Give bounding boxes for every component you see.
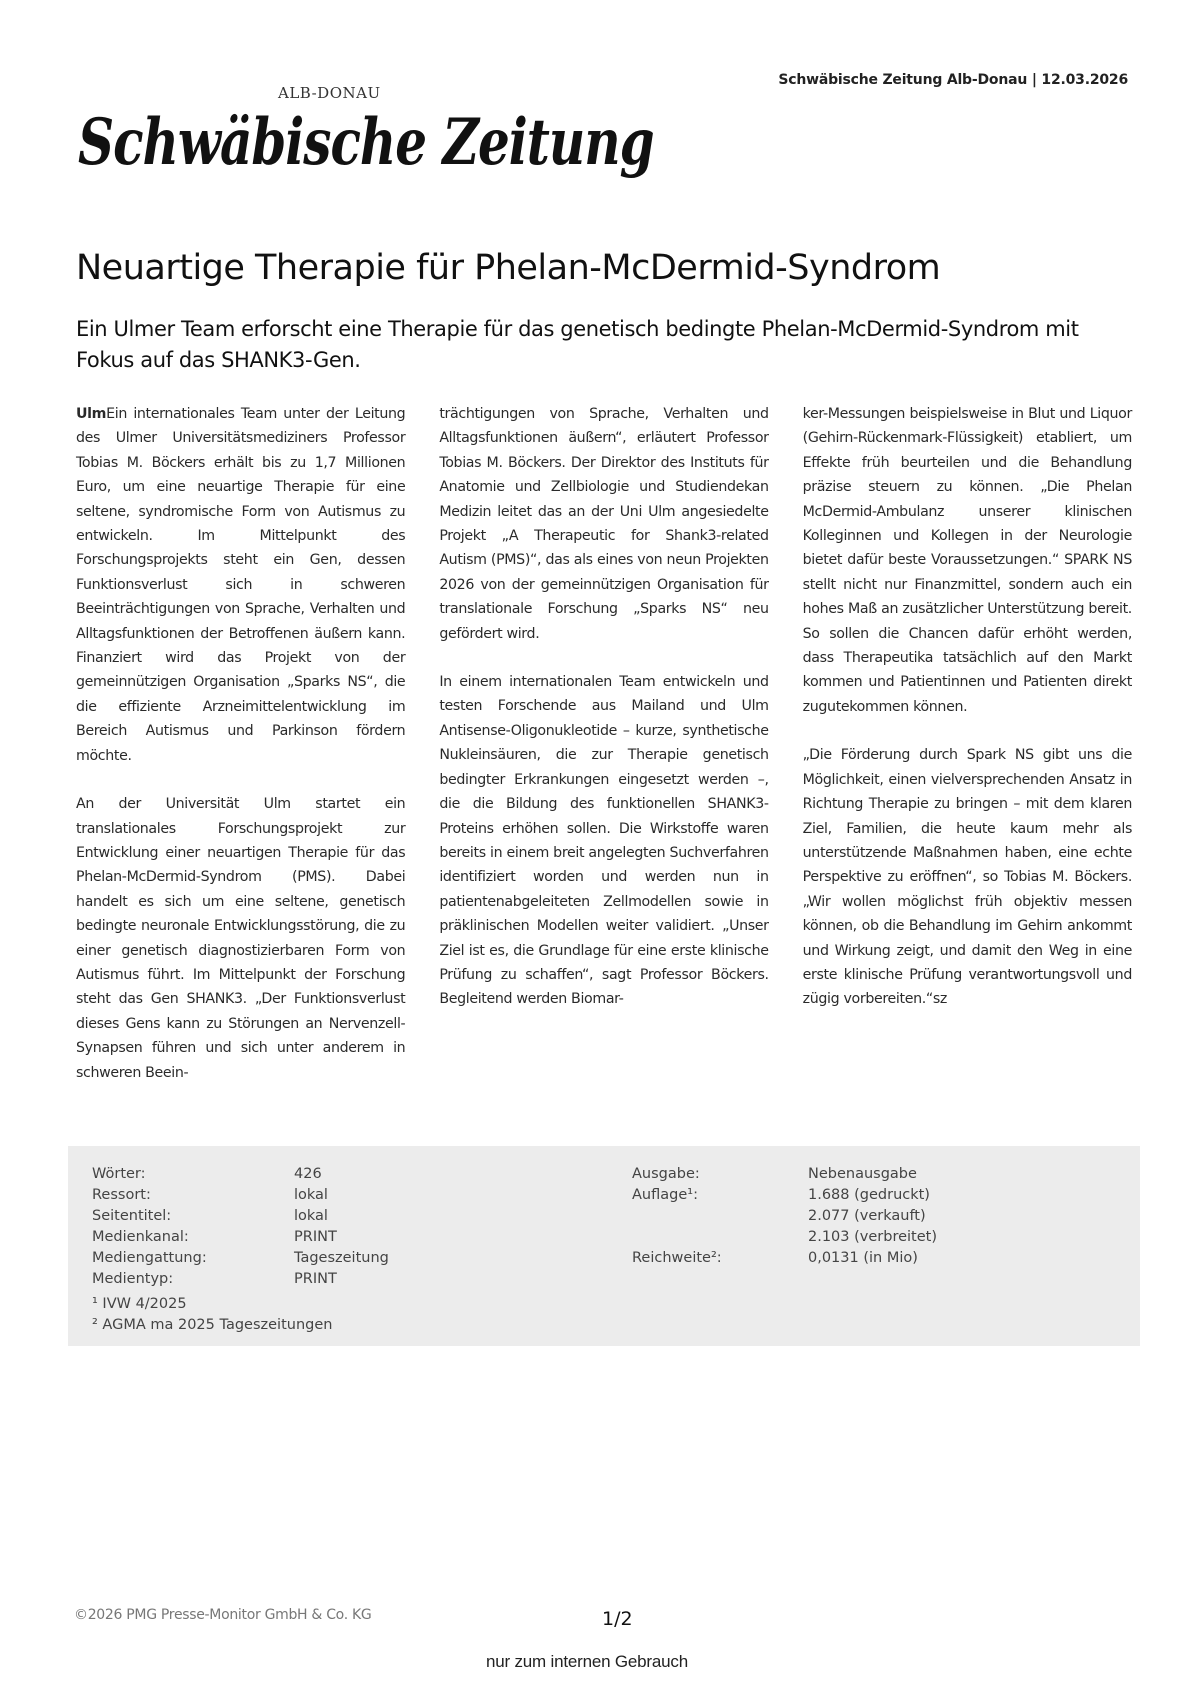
dateline: Ulm <box>76 406 107 422</box>
paragraph: In einem internationalen Team entwickeln und testen Forschende aus Mailand und Ulm Antisense-Oligonukleotide – kurze, synthetische Nukleinsäuren, die zur Therapie genetisch bedingter Erkrankungen eingesetzt werden –, die die Bildung des funktionellen SHANK3-Proteins erhöhen sollen. Die Wirkstoffe waren bereits in einem breit angelegten Suchverfahren identifiziert worden und werden nun in patientenabgeleiteten Zellmodellen sowie in präklinischen Modellen weiter validiert. „Unser Ziel ist es, die Grundlage für eine erste klinische Prüfung zu schaffen“, sagt Professor Böckers. Begleitend werden Biomar- <box>439 674 769 1008</box>
publication-date: 12.03.2026 <box>1041 72 1128 88</box>
metadata-row <box>92 1185 389 1206</box>
metadata-row <box>92 1248 389 1269</box>
masthead-edition: ALB-DONAU <box>278 84 381 102</box>
paragraph: An der Universität Ulm startet ein translationales Forschungsprojekt zur Entwicklung einer neuartigen Therapie für das Phelan-McDermid-Syndrom (PMS). Dabei handelt es sich um eine seltene, genetisch bedingte neuronale Entwicklungsstörung, die zu einer genetisch diagnostizierbaren Form von Autismus führt. Im Mittelpunkt der Forschung steht das Gen SHANK3. „Der Funktionsverlust dieses Gens kann zu Störungen an Nervenzell-Synapsen führen und sich unter anderem in schweren Beein- <box>76 796 406 1081</box>
metadata-row <box>92 1164 389 1185</box>
metadata-label: Wörter: <box>92 1166 146 1182</box>
metadata-value: PRINT <box>294 1229 337 1245</box>
article-column-2 <box>439 402 768 1085</box>
metadata-row <box>632 1185 937 1206</box>
footnote: ¹ IVW 4/2025 <box>92 1296 187 1312</box>
metadata-label: Mediengattung: <box>92 1250 207 1266</box>
metadata-value: 0,0131 (in Mio) <box>808 1250 918 1266</box>
metadata-label: Medientyp: <box>92 1271 174 1287</box>
article-headline: Neuartige Therapie für Phelan-McDermid-Syndrom <box>76 248 941 288</box>
metadata-value: 2.077 (verkauft) <box>808 1208 926 1224</box>
metadata-value: 2.103 (verbreitet) <box>808 1229 937 1245</box>
metadata-value: 426 <box>294 1166 322 1182</box>
paragraph: ker-Messungen beispielsweise in Blut und Liquor (Gehirn-Rückenmark-Flüssigkeit) etabliert, um Effekte früh beurteilen und die Behandlung präzise steuern zu können. „Die Phelan McDermid-Ambulanz unserer klinischen Kolleginnen und Kollegen in der Neurologie bietet dafür beste Voraussetzungen.“ SPARK NS stellt nicht nur Finanzmittel, sondern auch ein hohes Maß an zusätzlicher Unterstützung bereit. So sollen die Chancen dafür erhöht werden, dass Therapeutika tatsächlich auf den Markt kommen und Patientinnen und Patienten direkt zugutekommen können. <box>802 406 1132 715</box>
metadata-left <box>92 1164 389 1290</box>
publication-dateline <box>778 72 1128 88</box>
metadata-value: 1.688 (gedruckt) <box>808 1187 930 1203</box>
metadata-row <box>632 1227 937 1248</box>
paragraph: „Die Förderung durch Spark NS gibt uns die Möglichkeit, einen vielversprechenden Ansatz in Richtung Therapie zu bringen – mit dem klaren Ziel, Familien, die heute kaum mehr als unterstützende Maßnahmen haben, eine echte Perspektive zu eröffnen“, so Tobias M. Böckers. „Wir wollen möglichst früh objektiv messen können, ob die Behandlung im Gehirn ankommt und Wirkung zeigt, und damit den Weg in eine erste klinische Prüfung verantwortungsvoll und zügig vorbereiten.“sz <box>802 747 1132 1008</box>
metadata-label: Medienkanal: <box>92 1229 189 1245</box>
paragraph: trächtigungen von Sprache, Verhalten und Alltagsfunktionen äußern“, erläutert Professor Tobias M. Böckers. Der Direktor des Instituts für Anatomie und Zellbiologie und Studiendekan Medizin leitet das an der Uni Ulm angesiedelte Projekt „A Therapeutic for Shank3-related Autism (PMS)“, das als eines von neun Projekten 2026 von der gemeinnützigen Organisation für translationale Forschung „Sparks NS“ neu gefördert wird. <box>439 406 769 642</box>
metadata-row <box>632 1164 937 1185</box>
metadata-value: Nebenausgabe <box>808 1166 917 1182</box>
page-number: 1/2 <box>602 1608 633 1630</box>
newspaper-logo: Schwäbische Zeitung <box>78 104 654 180</box>
internal-use-note: nur zum internen Gebrauch <box>486 1652 688 1671</box>
copyright: ©2026 PMG Presse-Monitor GmbH & Co. KG <box>74 1607 372 1623</box>
metadata-box <box>68 1146 1140 1346</box>
metadata-label: Ressort: <box>92 1187 151 1203</box>
metadata-label: Reichweite²: <box>632 1250 722 1266</box>
metadata-value: Tageszeitung <box>294 1250 389 1266</box>
metadata-label <box>632 1206 808 1227</box>
metadata-value: lokal <box>294 1208 328 1224</box>
metadata-row <box>632 1248 937 1269</box>
publication-name: Schwäbische Zeitung Alb-Donau <box>778 72 1028 88</box>
metadata-footnotes <box>92 1294 332 1336</box>
footnote: ² AGMA ma 2025 Tageszeitungen <box>92 1317 333 1333</box>
metadata-label: Seitentitel: <box>92 1208 172 1224</box>
paragraph-text: Ein internationales Team unter der Leitung des Ulmer Universitätsmediziners Professor Tobias M. Böckers erhält bis zu 1,7 Millionen Euro, um eine neuartige Therapie für eine seltene, syndromische Form von Autismus zu entwickeln. Im Mittelpunkt des Forschungsprojekts steht ein Gen, dessen Funktionsverlust sich in schweren Beeinträchtigungen von Sprache, Verhalten und Alltagsfunktionen der Betroffenen äußern kann. Finanziert wird das Projekt von der gemeinnützigen Organisation „Sparks NS“, die die effiziente Arzneimittelentwicklung im Bereich Autismus und Parkinson fördern möchte. <box>76 406 406 764</box>
metadata-value: PRINT <box>294 1271 337 1287</box>
article-column-3 <box>803 402 1132 1085</box>
metadata-row <box>92 1227 389 1248</box>
article-column-1 <box>76 402 405 1085</box>
paragraph <box>76 402 405 768</box>
metadata-right <box>632 1164 937 1269</box>
separator: | <box>1031 72 1037 88</box>
metadata-row <box>92 1269 389 1290</box>
metadata-row <box>632 1206 937 1227</box>
metadata-row <box>92 1206 389 1227</box>
article-body <box>76 402 1132 1085</box>
metadata-label: Auflage¹: <box>632 1187 698 1203</box>
metadata-value: lokal <box>294 1187 328 1203</box>
metadata-label: Ausgabe: <box>632 1166 700 1182</box>
article-subhead: Ein Ulmer Team erforscht eine Therapie für das genetisch bedingte Phelan-McDermid-Syndrom mit Fokus auf das SHANK3-Gen. <box>76 317 1079 372</box>
metadata-label <box>632 1227 808 1248</box>
